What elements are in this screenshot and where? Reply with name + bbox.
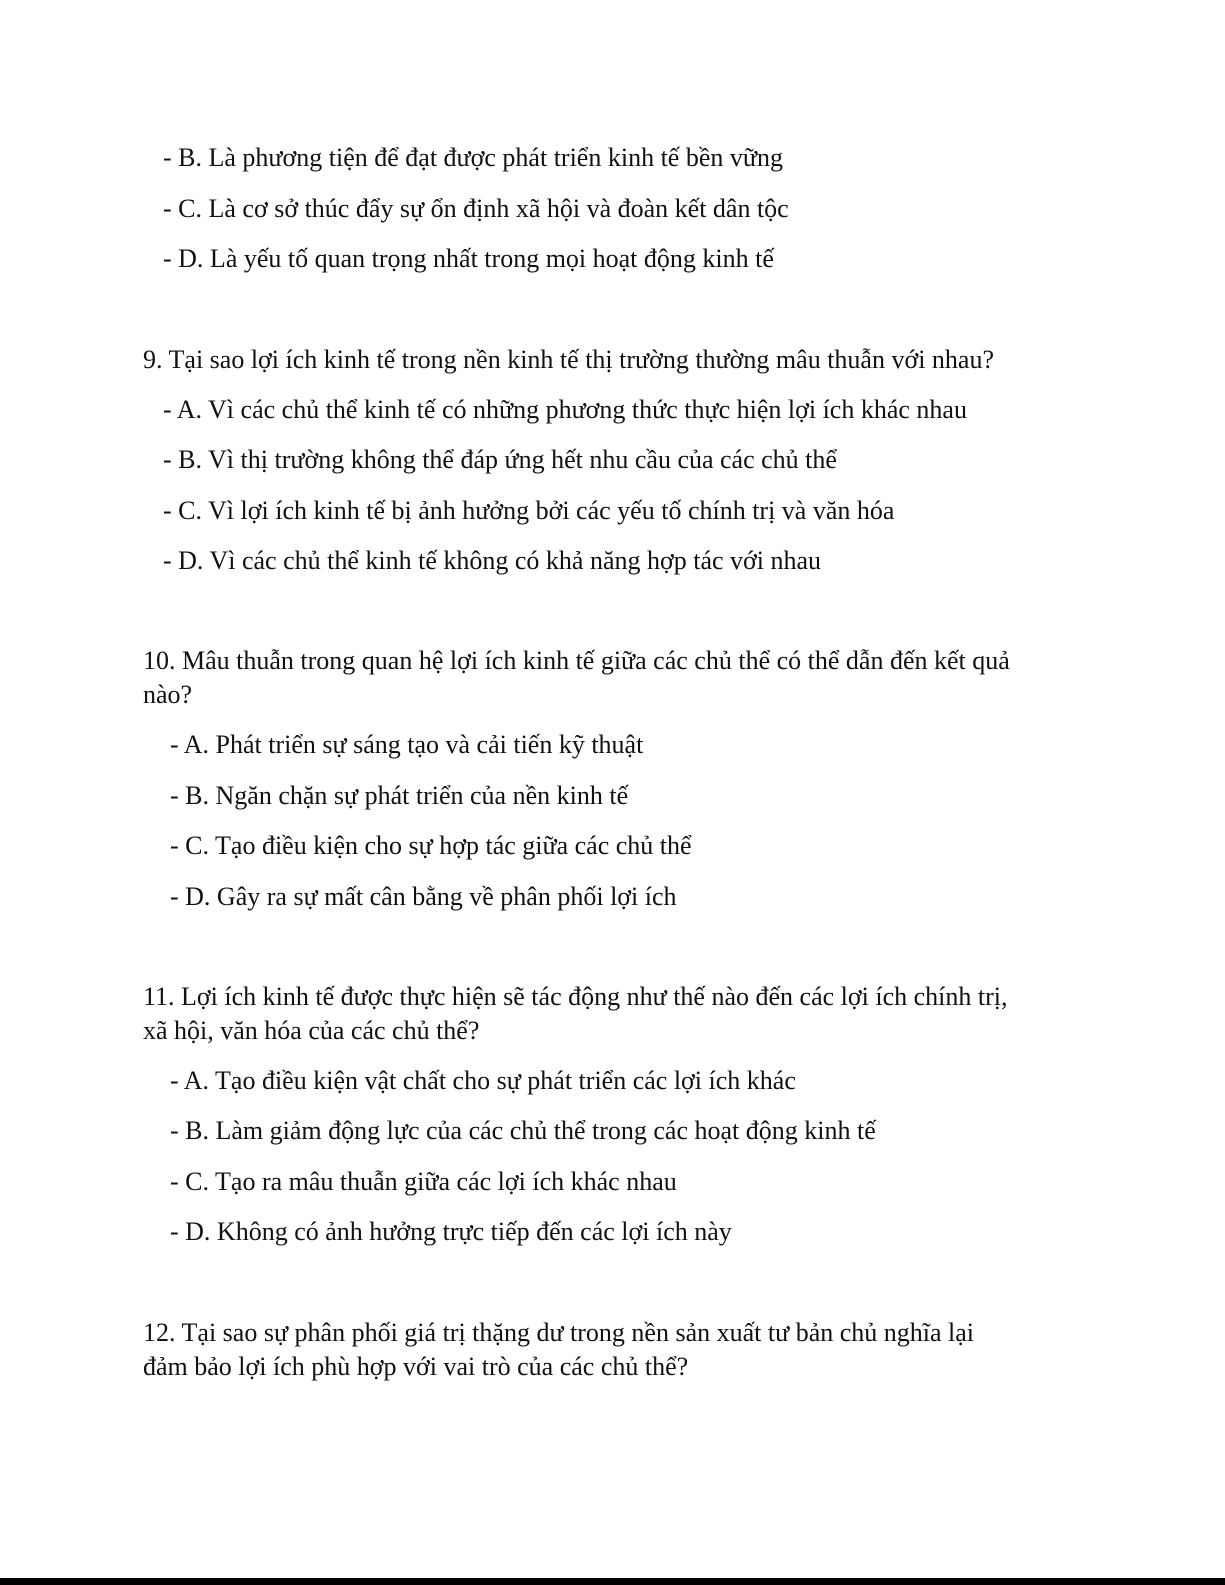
- question-10-option-b: - B. Ngăn chặn sự phát triển của nền kinh tế: [170, 781, 629, 810]
- question-9-option-b: - B. Vì thị trường không thể đáp ứng hết nhu cầu của các chủ thể: [163, 445, 837, 474]
- question-9-option-d: - D. Vì các chủ thể kinh tế không có khả năng hợp tác với nhau: [163, 546, 822, 575]
- question-11-option-b: - B. Làm giảm động lực của các chủ thể trong các hoạt động kinh tế: [170, 1116, 876, 1145]
- page-bottom-border: [0, 1578, 1225, 1585]
- question-11-line-1: 11. Lợi ích kinh tế được thực hiện sẽ tác động như thế nào đến các lợi ích chính trị,: [143, 982, 1008, 1011]
- question-12-line-1: 12. Tại sao sự phân phối giá trị thặng dư trong nền sản xuất tư bản chủ nghĩa lại: [143, 1318, 975, 1347]
- question-10-option-d: - D. Gây ra sự mất cân bằng về phân phối lợi ích: [170, 882, 677, 911]
- option-c: - C. Là cơ sở thúc đẩy sự ổn định xã hội và đoàn kết dân tộc: [163, 194, 789, 223]
- question-10-option-c: - C. Tạo điều kiện cho sự hợp tác giữa các chủ thể: [170, 831, 692, 860]
- question-10-line-2: nào?: [143, 680, 193, 709]
- question-9-option-c: - C. Vì lợi ích kinh tế bị ảnh hưởng bởi các yếu tố chính trị và văn hóa: [163, 496, 895, 525]
- option-d: - D. Là yếu tố quan trọng nhất trong mọi hoạt động kinh tế: [163, 244, 774, 273]
- option-b: - B. Là phương tiện để đạt được phát triển kinh tế bền vững: [163, 143, 783, 172]
- question-9: 9. Tại sao lợi ích kinh tế trong nền kinh tế thị trường thường mâu thuẫn với nhau?: [143, 345, 995, 374]
- question-11-option-c: - C. Tạo ra mâu thuẫn giữa các lợi ích khác nhau: [170, 1167, 677, 1196]
- question-10-line-1: 10. Mâu thuẫn trong quan hệ lợi ích kinh tế giữa các chủ thể có thể dẫn đến kết quả: [143, 646, 1010, 675]
- question-11-line-2: xã hội, văn hóa của các chủ thể?: [143, 1016, 480, 1045]
- question-11-option-a: - A. Tạo điều kiện vật chất cho sự phát triển các lợi ích khác: [170, 1066, 796, 1095]
- question-10-option-a: - A. Phát triển sự sáng tạo và cải tiến kỹ thuật: [170, 730, 644, 759]
- question-9-option-a: - A. Vì các chủ thể kinh tế có những phương thức thực hiện lợi ích khác nhau: [163, 395, 967, 424]
- question-12-line-2: đảm bảo lợi ích phù hợp với vai trò của các chủ thể?: [143, 1352, 689, 1381]
- question-11-option-d: - D. Không có ảnh hưởng trực tiếp đến các lợi ích này: [170, 1217, 732, 1246]
